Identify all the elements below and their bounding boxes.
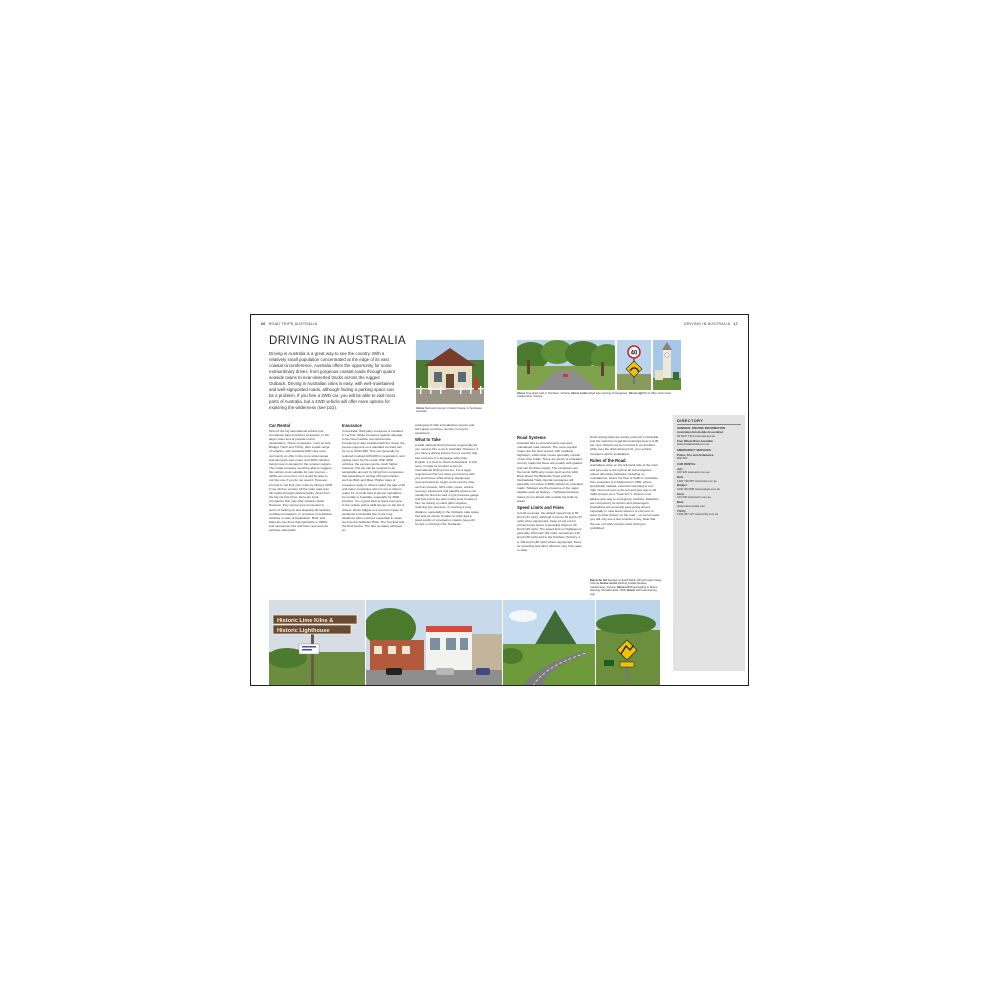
caption-text: Cliff road warning sign xyxy=(590,589,657,596)
speed-sign-text: 40 xyxy=(630,350,638,357)
caption-label: Above xyxy=(517,392,526,395)
directory-box xyxy=(673,415,745,671)
directory-entry xyxy=(677,454,741,461)
directory-entry xyxy=(677,476,741,483)
directory-entry-detail: www.maui-rentals.com xyxy=(677,503,706,508)
town-street-photo xyxy=(366,600,502,686)
body-paragraph: Drink-driving laws are strictly enforced in Australia and the maximum legal blood alcohol level is 0.05 per cent. Should you be involved in an accident while over the drink-driving limit, your vehicle insurance will be invalidated. xyxy=(590,435,659,456)
text-column-5 xyxy=(590,435,660,577)
directory-entry-detail: Dial 000 xyxy=(677,456,688,461)
section-heading: Car Rental xyxy=(269,423,290,428)
directory-heading: DIRECTORY xyxy=(677,419,741,425)
directory-entry-detail: 136 333 www.avis.com.au xyxy=(677,470,710,475)
body-paragraph: arrangement with a breakdown service and will supply a toll-free number to ring for assistance. xyxy=(415,423,475,436)
caption-label: Below centre xyxy=(600,582,618,586)
directory-entry xyxy=(677,501,741,508)
caption-top-right xyxy=(517,392,681,399)
directory-entry xyxy=(677,493,741,500)
sign-line-2: Historic Lighthouse xyxy=(277,628,330,634)
directory-entry-detail: www.4wdaustralia.com.au xyxy=(677,442,710,447)
text-column-1 xyxy=(269,423,332,621)
caption-label: Below left xyxy=(616,585,630,589)
body-paragraph: In Australia, third-party insurance is included in car hire. While insurance against damage to the hired vehicle (comprehensive insurance) is also included with the rental, the excess payment on a standard contract can be up to AUS2,000. This can generally be reduced to about AUS100 by negotiation, and paying more for the rental. With 4WD vehicles, the excess can be much higher, however, this too can be reduced to an acceptable amount by hiring from companies that specialize in renting off-road vehicles, such as Britz and Maui. Higher rates of insurance apply to drivers under the age of 25 and many companies will not rent to drivers under 21. A credit card is almost mandatory for rentals in Australia, especially for 4WD vehicles. It is a good idea to leave everyone in the vehicle with a valid licence on the list of drivers. Driver fatigue is a common cause of accidents in Australia due to the long distances often covered, especially in areas such as the Nullarbor Plain, The Top End and the Red Centre. The hire company will have an xyxy=(342,428,405,533)
body-paragraph: Australians drive on the left-hand side of the road and give way to the right at all circumstances unless otherwise indicated, including on roundabouts, where the flow of traffic is clockwise. One exception is in Melbourne's CBD, where specifically marked, motorists intending to turn right must pull over to the left and give way to all traffic (known as a "hook turn"). Drivers must always give way to emergency vehicles. Seatbelts are compulsory for drivers and passengers. Australians are generally easy-going drivers, especially in rural areas where it is common to wave to other drivers on the road – on some roads you will only see a few vehicles a day. Note that the use of mobile phones while driving is prohibited. xyxy=(590,463,660,530)
directory-entry-name: Budget xyxy=(677,483,687,488)
directory-entry xyxy=(677,440,741,447)
directory-entry-name: Maui xyxy=(677,500,684,505)
directory-entry-name: Avis xyxy=(677,466,683,471)
directory-section-title: GENERAL DRIVING INFORMATION xyxy=(677,425,725,430)
directory-entry-name: Thrifty xyxy=(677,508,686,513)
directory-entry xyxy=(677,510,741,517)
directory-entry-detail: 1300 367 227 www.thrifty.com.au xyxy=(677,512,719,517)
clock-tower-photo xyxy=(653,340,681,390)
right-running-head xyxy=(684,322,738,326)
directory-entry xyxy=(677,484,741,491)
caption-label: Above right xyxy=(628,392,644,395)
left-running-head-text: ROAD TRIPS AUSTRALIA xyxy=(268,322,318,326)
section-heading: Speed Limits and Fines xyxy=(517,504,564,510)
directory-entry-name: Police, Fire and Ambulance xyxy=(677,452,714,457)
caption-label: Below far left xyxy=(590,579,607,582)
body-paragraph: In built-up areas, the default speed limit is 50 kmph (31 mph), although it can be 60 kmph (37 mph) when signposted. Keep a look out for school zones where it generally drops to 40 kmph (25 mph). The speed limit on highways is generally 100 kmph (62 mph), sometimes 110 kmph (68 mph) and in the Northern Territory, it is 130 kmph (80 mph) where signposted. Fines for speeding and other offences vary from state to state. xyxy=(517,510,583,552)
house-photo xyxy=(416,340,484,404)
directory-entry-detail: 1300 738 087 www.britz.com.au xyxy=(677,478,717,483)
sign-line-1: Historic Lime Kilns & xyxy=(277,618,334,624)
article-intro: Driving in Australia is a great way to see the country. With a relatively small population concentrated at the edge of its vast coastal circumference, Australia offers the opportunity for some extraordinary drives, from gorgeous coastal roads through quaint seaside towns to near-deserted tracks across the rugged Outback. Driving in Australian cities is easy, with well-maintained and well-signposted roads, although finding a parking space can be a problem. If you hire a 2WD car, you will be able to visit most parts of Australia, but a 4WD vehicle will offer more options for exploring the wilderness (see p22). xyxy=(269,351,395,410)
road-sign-photo xyxy=(617,340,651,390)
directory-entry-name: Four Wheel Drive Australia xyxy=(677,438,713,443)
directory-entry xyxy=(677,431,741,438)
body-paragraph: A valid national driving licence is generally all you need to hire a car in Australia. However, if you have a driving licence from a country that has a licence in a language other than English, it is best to check beforehand. In this case, it might be prudent to get an International Driving Licence. It is a legal requirement that you have your licence with you at all times while driving. Equipment recommended for tough cross-country trips, such as shovels, GPS units, ropes, vehicle recovery equipment and satellite phones can usually be hired as well. A tyre pressure gauge and foot pump are also useful tools to take or hire, as driving on sand often requires reducing tyre pressure. If covering a long distance, especially in the Outback, take spare fuel and oil, plenty of water to drink and a good supply of emergency snacks (see p22 for tips on driving in the Outback). xyxy=(415,443,479,527)
directory-section-title: CAR RENTAL xyxy=(677,461,696,466)
caption-text: Road leading to Mount Warning, Murwillumbah, NSW; xyxy=(590,585,658,593)
directory-entry-detail: 133 039 www.hertz.com.au xyxy=(677,495,711,500)
directory-entry-detail: 1300 362 848 www.budget.com.au xyxy=(677,487,721,492)
tree-road-photo xyxy=(517,340,615,390)
caption-text: Post office clock tower, Castlemaine, Victoria xyxy=(517,392,672,399)
right-folio: 17 xyxy=(733,322,738,326)
caption-top-left xyxy=(416,407,484,414)
section-heading: Rules of the Road xyxy=(590,457,626,463)
caption-text: Road sign warning of kangaroos; xyxy=(587,392,629,395)
warning-sign-photo xyxy=(596,600,660,686)
caption-text: Tree-lined road in Trentham, Victoria; xyxy=(525,392,571,395)
caption-label: Above centre xyxy=(570,392,588,395)
section-heading: Road Systems xyxy=(517,435,546,440)
left-running-head xyxy=(261,322,317,326)
directory-entry-name: Britz xyxy=(677,475,684,480)
signpost-photo xyxy=(269,600,365,686)
section-heading: Insurance xyxy=(342,423,362,428)
body-paragraph: Most of the big international vehicle hire companies have branches at airports, in the larger cities and at popular tourist destinations. These companies, such as Avis, Budget, Hertz and Thrifty, offer a wide range of vehicles, with standard 2WD cars most commonly on offer in the more urban areas and along the east coast, and 4WD vehicles being more in demand in the remoter regions. The rental company would be able to suggest the vehicle most suitable for your journey – 4WDs are more fuel, so it would be wise to not hire one if you do not need it. However, it's best to not limit your route by hiring a 2WD if you wish to venture off the main road onto dirt tracks through national parks. Apart from the big car hire firms, there are local companies that may offer cheaper deals. However, they can be less convenient in terms of picking up and dropping off vehicles at different locations, or provision of substitute vehicles in case of breakdown. Britz, and Maui are two firms that specialize in 4WDs and campervan hire and have new and old vehicles nationwide. xyxy=(269,428,332,533)
directory-entry-name: Australian Automobile Association xyxy=(677,430,724,435)
caption-text: Parking outside Medlow, Castlemaine, Victoria; xyxy=(590,582,648,589)
caption-label: Below xyxy=(627,589,636,593)
text-column-2 xyxy=(342,423,405,621)
directory-entry-name: Hertz xyxy=(677,491,684,496)
caption-text: Signage at South Robin Hill and Cape Otway, Victoria; xyxy=(590,579,662,586)
body-paragraph: Australia has a comprehensive and well-maintained road network. The more popular routes are the best served, with multilane highways, while other routes generally consist of two-lane roads. There are plenty of unsealed country roads but these are usually well graded and can be driven easily. The exceptions are the iconic 4WD-only routes such as the Gibb River Road, the Birdsville Track and the Oodnadatta Track. Rental companies will generally not insure a 2WD vehicle for unsealed roads. Tollways are the preserve of the major capitals such as Sydney – highways between states do not attract tolls outside the built-up areas. xyxy=(517,440,583,503)
caption-text: Red petrol pump in historic Kiama, in Southeast Australia xyxy=(416,407,482,414)
caption-bottom-right xyxy=(590,579,662,596)
text-column-4 xyxy=(517,435,583,621)
article-title: DRIVING IN AUSTRALIA xyxy=(269,335,407,347)
left-folio: 66 xyxy=(261,322,266,326)
book-spread xyxy=(250,314,749,686)
section-heading: What to Take xyxy=(415,437,441,443)
text-column-3 xyxy=(415,423,479,621)
caption-label: Above xyxy=(416,407,425,410)
directory-list xyxy=(677,427,741,517)
directory-section-title: EMERGENCY SERVICES xyxy=(677,447,711,452)
directory-entry xyxy=(677,468,741,475)
right-running-head-text: DRIVING IN AUSTRALIA xyxy=(684,322,731,326)
mountain-road-photo xyxy=(503,600,595,686)
directory-entry-detail: 02 6247 7311 www.aaa.asn.au xyxy=(677,433,716,438)
